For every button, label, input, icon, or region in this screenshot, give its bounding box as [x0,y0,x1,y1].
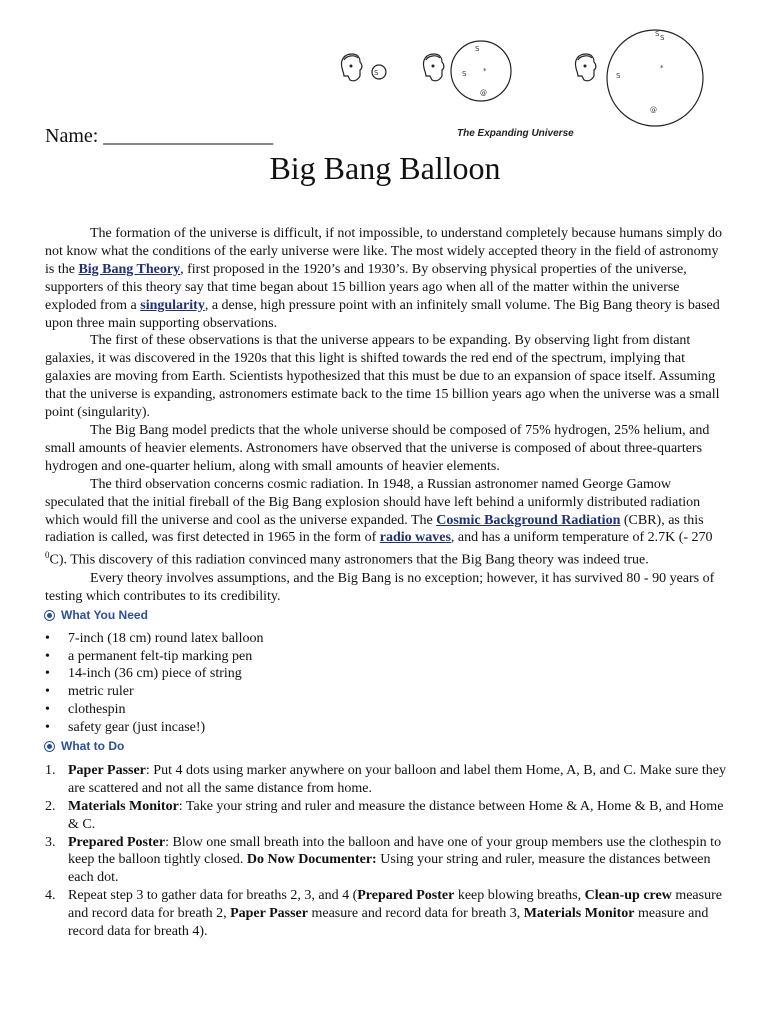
face-1-icon [341,54,361,81]
list-item: • safety gear (just incase!) [45,719,727,737]
steps-list [45,762,727,941]
big-bang-theory-term: Big Bang Theory [78,261,181,277]
expanding-universe-illustration [330,30,710,140]
intro-paragraph-1: The formation of the universe is difficult, if not impossible, to understand completely because humans simply do not know what the conditions of the early universe were like. The most widely accepted theory in the field of astronomy is the Big Bang Theory, first proposed in the 1920’s and 1930’s. By observing physical properties of the universe, supporters of this theory say that time began about 15 billion years ago when all of the matter within the universe exploded from a singularity, a dense, high pressure point with an infinitely small volume. The Big Bang theory is based upon three main supporting observations. [45,226,722,331]
svg-text:S: S [475,45,480,53]
svg-text:@: @ [480,89,487,97]
svg-text:S: S [374,69,379,77]
step-1: 1. Paper Passer: Put 4 dots using marker anywhere on your balloon and label them Home, A, B, and C. Make sure they are scattered and not all the same distance from home. [45,762,727,796]
cbr-term: Cosmic Background Radiation [436,512,621,528]
step-3: 3. Prepared Poster: Blow one small breath into the balloon and have one of your group members use the clothespin to keep the balloon tightly closed. Do Now Documenter: Using your string and ruler, measure the distances between each dot. [45,834,722,886]
section-bullet-icon [44,610,55,621]
what-to-do-heading: What to Do [44,738,727,756]
svg-text:S: S [660,34,665,42]
section-bullet-icon [44,741,55,752]
radio-waves-term: radio waves [379,530,451,546]
materials-list [45,630,727,737]
svg-text:S: S [462,70,467,78]
list-item: • 14-inch (36 cm) piece of string [45,665,727,683]
svg-text:S: S [655,30,660,38]
list-item: • a permanent felt-tip marking pen [45,648,727,666]
page-title: Big Bang Balloon [269,150,501,186]
illustration-caption: The Expanding Universe [457,128,574,139]
singularity-term: singularity [140,297,205,313]
intro-paragraph-2: The first of these observations is that the universe appears to be expanding. By observing light from distant galaxies, it was discovered in the 1920s that this light is shifted towards the red end of the spectrum, implying that galaxies are moving from Earth. Scientists hypothesized that this must be due to an expansion of space itself. Assuming that the universe is expanding, astronomers estimate back to the time 15 billion years ago when the universe was a small point (singularity). [45,333,720,421]
step-2: 2. Materials Monitor: Take your string and ruler and measure the distance between Home & A, Home & B, and Home & C. [45,798,724,832]
intro-paragraph-3: The Big Bang model predicts that the whole universe should be composed of 75% hydrogen, 25% helium, and small amounts of heavier elements. Astronomers have observed that the universe is composed of about three-quarters hydrogen and one-quarter helium, along with small amounts of heavier elements. [45,422,710,474]
intro-paragraph-4: The third observation concerns cosmic radiation. In 1948, a Russian astronomer named George Gamow speculated that the initial fireball of the Big Bang explosion should have left behind a uniformly distributed radiation which would fill the universe and cool as the universe expanded. The Cosmic Background Radiation (CBR), as this radiation is called, was first detected in 1965 in the form of radio waves, and has a uniform temperature of 2.7K (- 270 $^0$C). This discovery of this radiation convinced many astronomers that the Big Bang theory was indeed true. [45,476,713,568]
svg-text:*: * [483,67,487,75]
face-2-icon [423,54,443,81]
face-3-icon [575,54,595,81]
svg-text:@: @ [650,106,657,114]
intro-paragraph-5: Every theory involves assumptions, and the Big Bang is no exception; however, it has survived 80 - 90 years of testing which contributes to its credibility. [45,570,715,604]
list-item: • clothespin [45,701,727,719]
list-item: • metric ruler [45,683,727,701]
what-you-need-heading: What You Need [44,607,727,625]
step-4: 4. Repeat step 3 to gather data for breaths 2, 3, and 4 (Prepared Poster keep blowing breaths, Clean-up crew measure and record data for breath 2, Paper Passer measure and record data for breath 3, Materials Monitor measure and record data for breath 4). [45,888,722,940]
worksheet-body [45,225,727,941]
svg-text:S: S [616,72,621,80]
list-item: • 7-inch (18 cm) round latex balloon [45,630,727,648]
name-field: Name: _________________ [45,125,274,147]
svg-text:*: * [660,64,664,72]
